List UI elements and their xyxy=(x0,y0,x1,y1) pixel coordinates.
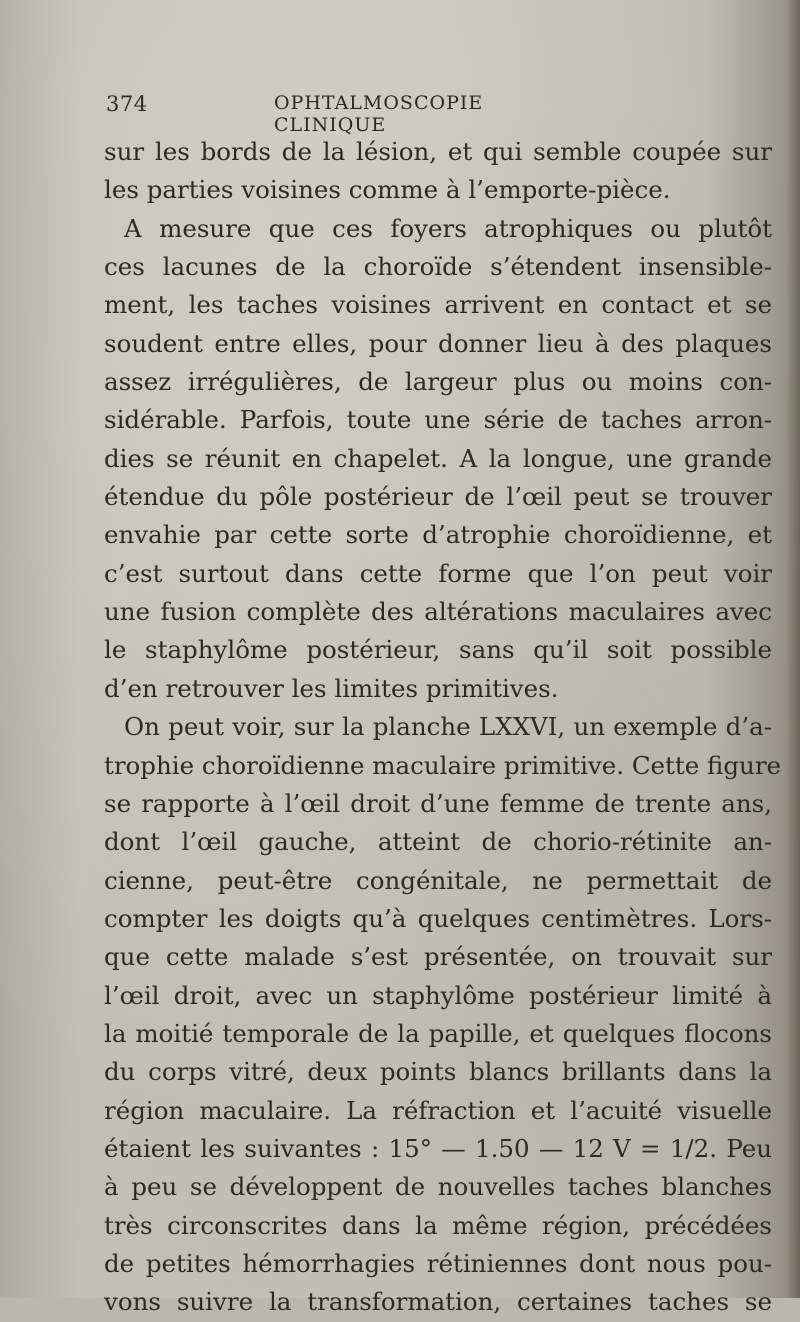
text-line: le staphylôme postérieur, sans qu’il soit possible xyxy=(104,635,772,665)
text-line: de petites hémorrhagies rétiniennes dont nous pou- xyxy=(104,1248,772,1278)
text-line: que cette malade s’est présentée, on trouvait sur xyxy=(104,942,772,972)
text-line: étendue du pôle postérieur de l’œil peut se trouver xyxy=(104,482,772,512)
text-line: dies se réunit en chapelet. A la longue, une grande xyxy=(104,443,772,473)
text-line: c’est surtout dans cette forme que l’on peut voir xyxy=(104,558,772,588)
text-line: assez irrégulières, de largeur plus ou moins con- xyxy=(104,367,772,397)
page-edge-shadow xyxy=(786,0,800,1298)
text-line: ces lacunes de la choroïde s’étendent insensible- xyxy=(104,252,772,282)
text-line: très circonscrites dans la même région, précédées xyxy=(104,1210,772,1240)
text-line: se rapporte à l’œil droit d’une femme de trente ans, xyxy=(104,788,772,818)
text-line: d’en retrouver les limites primitives. xyxy=(104,673,559,703)
text-line: ment, les taches voisines arrivent en contact et se xyxy=(104,290,772,320)
text-line: du corps vitré, deux points blancs brillants dans la xyxy=(104,1057,772,1087)
text-line: étaient les suivantes : 15° — 1.50 — 12 V = 1/2. Peu xyxy=(104,1133,772,1163)
text-line: sur les bords de la lésion, et qui semble coupée sur xyxy=(104,137,772,166)
text-line: cienne, peut-être congénitale, ne permettait de xyxy=(104,865,772,895)
text-line: à peu se développent de nouvelles taches blanches xyxy=(104,1172,772,1202)
text-line: envahie par cette sorte d’atrophie choroïdienne, et xyxy=(104,520,772,550)
text-line: une fusion complète des altérations maculaires avec xyxy=(104,597,772,627)
text-line: trophie choroïdienne maculaire primitive. Cette figure xyxy=(104,750,782,780)
page-number: 374 xyxy=(106,92,148,116)
text-line: région maculaire. La réfraction et l’acuité visuelle xyxy=(104,1095,772,1125)
text-line: A mesure que ces foyers atrophiques ou plutôt xyxy=(124,213,772,243)
text-line: dont l’œil gauche, atteint de chorio-rétinite an- xyxy=(104,827,772,857)
text-line: la moitié temporale de la papille, et quelques flocons xyxy=(104,1018,772,1048)
body-text xyxy=(104,133,782,1322)
text-line: l’œil droit, avec un staphylôme postérieur limité à xyxy=(104,980,772,1010)
text-line: les parties voisines comme à l’emporte-pièce. xyxy=(104,175,671,205)
text-line: compter les doigts qu’à quelques centimètres. Lors- xyxy=(104,903,772,933)
text-line: On peut voir, sur la planche LXXVI, un exemple d’a- xyxy=(124,712,772,742)
text-line: soudent entre elles, pour donner lieu à des plaques xyxy=(104,328,772,358)
text-line: sidérable. Parfois, toute une série de taches arron- xyxy=(104,405,772,435)
running-head-title: OPHTALMOSCOPIE CLINIQUE xyxy=(274,92,484,136)
running-head xyxy=(106,92,586,136)
text-line: vons suivre la transformation, certaines taches se xyxy=(104,1287,772,1317)
